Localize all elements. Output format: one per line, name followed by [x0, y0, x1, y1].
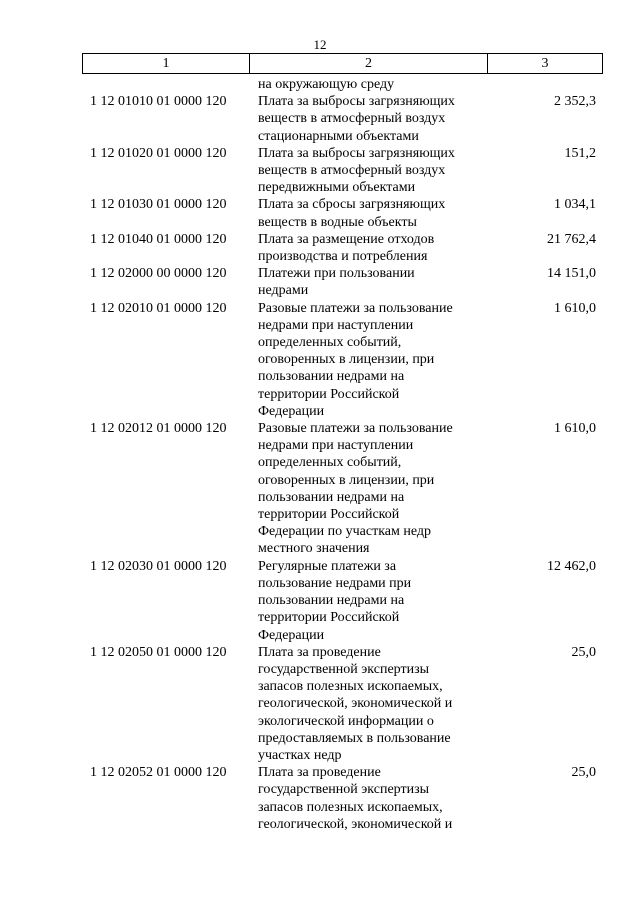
description-line: пользование недрами при — [258, 575, 412, 591]
description-line: пользовании недрами на — [258, 369, 405, 385]
description-line: экологической информации о — [258, 713, 434, 729]
description-line: пользовании недрами на — [258, 489, 405, 505]
description-line: недрами при наступлении — [258, 317, 414, 333]
table-row — [0, 93, 640, 145]
description-line: Федерации — [258, 627, 325, 643]
table-row — [0, 300, 640, 420]
description-line: участках недр — [258, 747, 342, 763]
description-line: предоставляемых в пользование — [258, 730, 451, 746]
row-amount: 1 610,0 — [554, 300, 596, 316]
description-line: Плата за проведение — [258, 765, 381, 781]
row-code: 1 12 01040 01 0000 120 — [90, 231, 227, 247]
row-amount: 21 762,4 — [547, 231, 596, 247]
table-row — [0, 145, 640, 197]
description-line: Федерации по участкам недр — [258, 524, 432, 540]
row-amount: 12 462,0 — [547, 558, 596, 574]
column-header-1: 1 — [83, 54, 250, 74]
description-line: территории Российской — [258, 386, 400, 402]
description-line: недрами при наступлении — [258, 438, 414, 454]
table-row — [0, 644, 640, 764]
description-line: Регулярные платежи за — [258, 558, 397, 574]
description-line: определенных событий, — [258, 335, 402, 351]
description-line: определенных событий, — [258, 455, 402, 471]
row-description — [258, 76, 486, 93]
description-line: веществ в водные объекты — [258, 214, 417, 230]
row-amount: 151,2 — [564, 145, 596, 161]
description-line: территории Российской — [258, 610, 400, 626]
row-description — [258, 93, 486, 145]
row-description — [258, 764, 486, 833]
description-line: Плата за сбросы загрязняющих — [258, 197, 446, 213]
row-code: 1 12 01030 01 0000 120 — [90, 197, 227, 213]
description-line: геологической, экономической и — [258, 696, 453, 712]
column-header-table — [82, 53, 603, 74]
description-line: на окружающую среду — [258, 77, 395, 92]
row-amount: 1 034,1 — [554, 197, 596, 213]
description-line: стационарными объектами — [258, 128, 419, 144]
table-row — [0, 764, 640, 833]
description-line: геологической, экономической и — [258, 816, 453, 832]
row-code: 1 12 02010 01 0000 120 — [90, 300, 227, 316]
table-row — [0, 76, 640, 93]
table-row — [0, 420, 640, 558]
row-code: 1 12 02000 00 0000 120 — [90, 266, 227, 282]
description-line: запасов полезных ископаемых, — [258, 679, 443, 695]
table-row — [0, 265, 640, 299]
row-code: 1 12 02050 01 0000 120 — [90, 644, 227, 660]
row-description — [258, 196, 486, 230]
table-body — [0, 76, 640, 833]
description-line: передвижными объектами — [258, 180, 416, 196]
row-code: 1 12 02030 01 0000 120 — [90, 558, 227, 574]
description-line: Федерации — [258, 403, 325, 419]
row-description — [258, 231, 486, 265]
row-description — [258, 265, 486, 299]
row-amount: 2 352,3 — [554, 94, 596, 110]
description-line: государственной экспертизы — [258, 782, 430, 798]
row-description — [258, 558, 486, 644]
row-code: 1 12 01010 01 0000 120 — [90, 94, 227, 110]
table-row — [0, 231, 640, 265]
row-code: 1 12 01020 01 0000 120 — [90, 145, 227, 161]
table-row — [0, 558, 640, 644]
row-description — [258, 644, 486, 764]
description-line: оговоренных в лицензии, при — [258, 352, 435, 368]
description-line: производства и потребления — [258, 249, 428, 265]
description-line: Плата за проведение — [258, 644, 381, 660]
row-description — [258, 145, 486, 197]
description-line: Разовые платежи за пользование — [258, 300, 453, 316]
column-header-3: 3 — [488, 54, 603, 74]
description-line: веществ в атмосферный воздух — [258, 111, 446, 127]
description-line: пользовании недрами на — [258, 593, 405, 609]
description-line: Платежи при пользовании — [258, 266, 415, 282]
description-line: Плата за выбросы загрязняющих — [258, 145, 455, 161]
row-code: 1 12 02012 01 0000 120 — [90, 421, 227, 437]
description-line: Плата за размещение отходов — [258, 231, 435, 247]
description-line: недрами — [258, 283, 309, 299]
table-row — [0, 196, 640, 230]
description-line: территории Российской — [258, 507, 400, 523]
row-description — [258, 420, 486, 558]
description-line: государственной экспертизы — [258, 661, 430, 677]
row-amount: 25,0 — [571, 765, 596, 781]
row-amount: 1 610,0 — [554, 421, 596, 437]
column-header-row — [83, 54, 603, 74]
row-amount: 14 151,0 — [547, 266, 596, 282]
row-amount: 25,0 — [571, 644, 596, 660]
page-number: 12 — [313, 37, 327, 52]
column-header-2: 2 — [250, 54, 488, 74]
description-line: оговоренных в лицензии, при — [258, 472, 435, 488]
description-line: местного значения — [258, 541, 370, 557]
description-line: Разовые платежи за пользование — [258, 421, 453, 437]
description-line: запасов полезных ископаемых, — [258, 799, 443, 815]
row-code: 1 12 02052 01 0000 120 — [90, 765, 227, 781]
description-line: веществ в атмосферный воздух — [258, 163, 446, 179]
row-description — [258, 300, 486, 420]
description-line: Плата за выбросы загрязняющих — [258, 94, 455, 110]
